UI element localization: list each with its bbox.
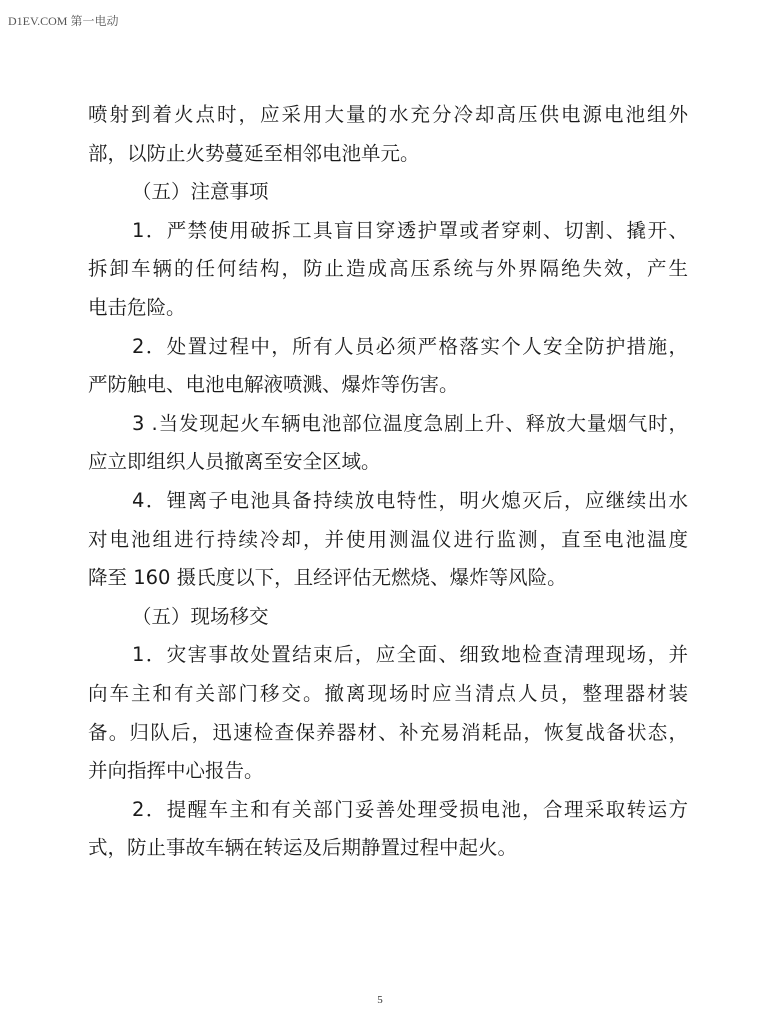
page-number: 5 [377,994,383,1006]
text-line: 4．锂离子电池具备持续放电特性，明火熄灭后，应继续出水 [132,488,688,512]
text-line: 备。归队后，迅速检查保养器材、补充易消耗品，恢复战备状态， [88,720,688,744]
text-line: 严防触电、电池电解液喷溅、爆炸等伤害。 [88,373,459,397]
text-line: 向车主和有关部门移交。撤离现场时应当清点人员，整理器材装 [88,681,688,705]
text-line: 应立即组织人员撤离至安全区域。 [88,450,381,474]
text-line: 3 .当发现起火车辆电池部位温度急剧上升、释放大量烟气时， [132,411,688,435]
text-line: 喷射到着火点时，应采用大量的水充分冷却高压供电源电池组外 [88,103,688,126]
text-line: 降至 160 摄氏度以下，且经评估无燃烧、爆炸等风险。 [88,566,567,590]
document-body [88,96,688,868]
section-heading-notes: （五）注意事项 [132,180,269,204]
text-line: 并向指挥中心报告。 [88,759,264,783]
text-line: 1．严禁使用破拆工具盲目穿透护罩或者穿刺、切割、撬开、 [132,218,688,242]
text-line: 部，以防止火势蔓延至相邻电池单元。 [88,141,420,165]
section-heading-handover: （五）现场移交 [132,604,269,628]
text-line: 对电池组进行持续冷却，并使用测温仪进行监测，直至电池温度 [88,527,688,551]
text-line: 电击危险。 [88,295,186,319]
text-line: 拆卸车辆的任何结构，防止造成高压系统与外界隔绝失效，产生 [88,257,688,281]
text-line: 1．灾害事故处置结束后，应全面、细致地检查清理现场，并 [132,643,688,667]
text-line: 式，防止事故车辆在转运及后期静置过程中起火。 [88,836,518,860]
text-line: 2．处置过程中，所有人员必须严格落实个人安全防护措施， [132,334,688,358]
watermark: D1EV.COM 第一电动 [8,14,119,28]
text-line: 2．提醒车主和有关部门妥善处理受损电池，合理采取转运方 [132,797,688,821]
